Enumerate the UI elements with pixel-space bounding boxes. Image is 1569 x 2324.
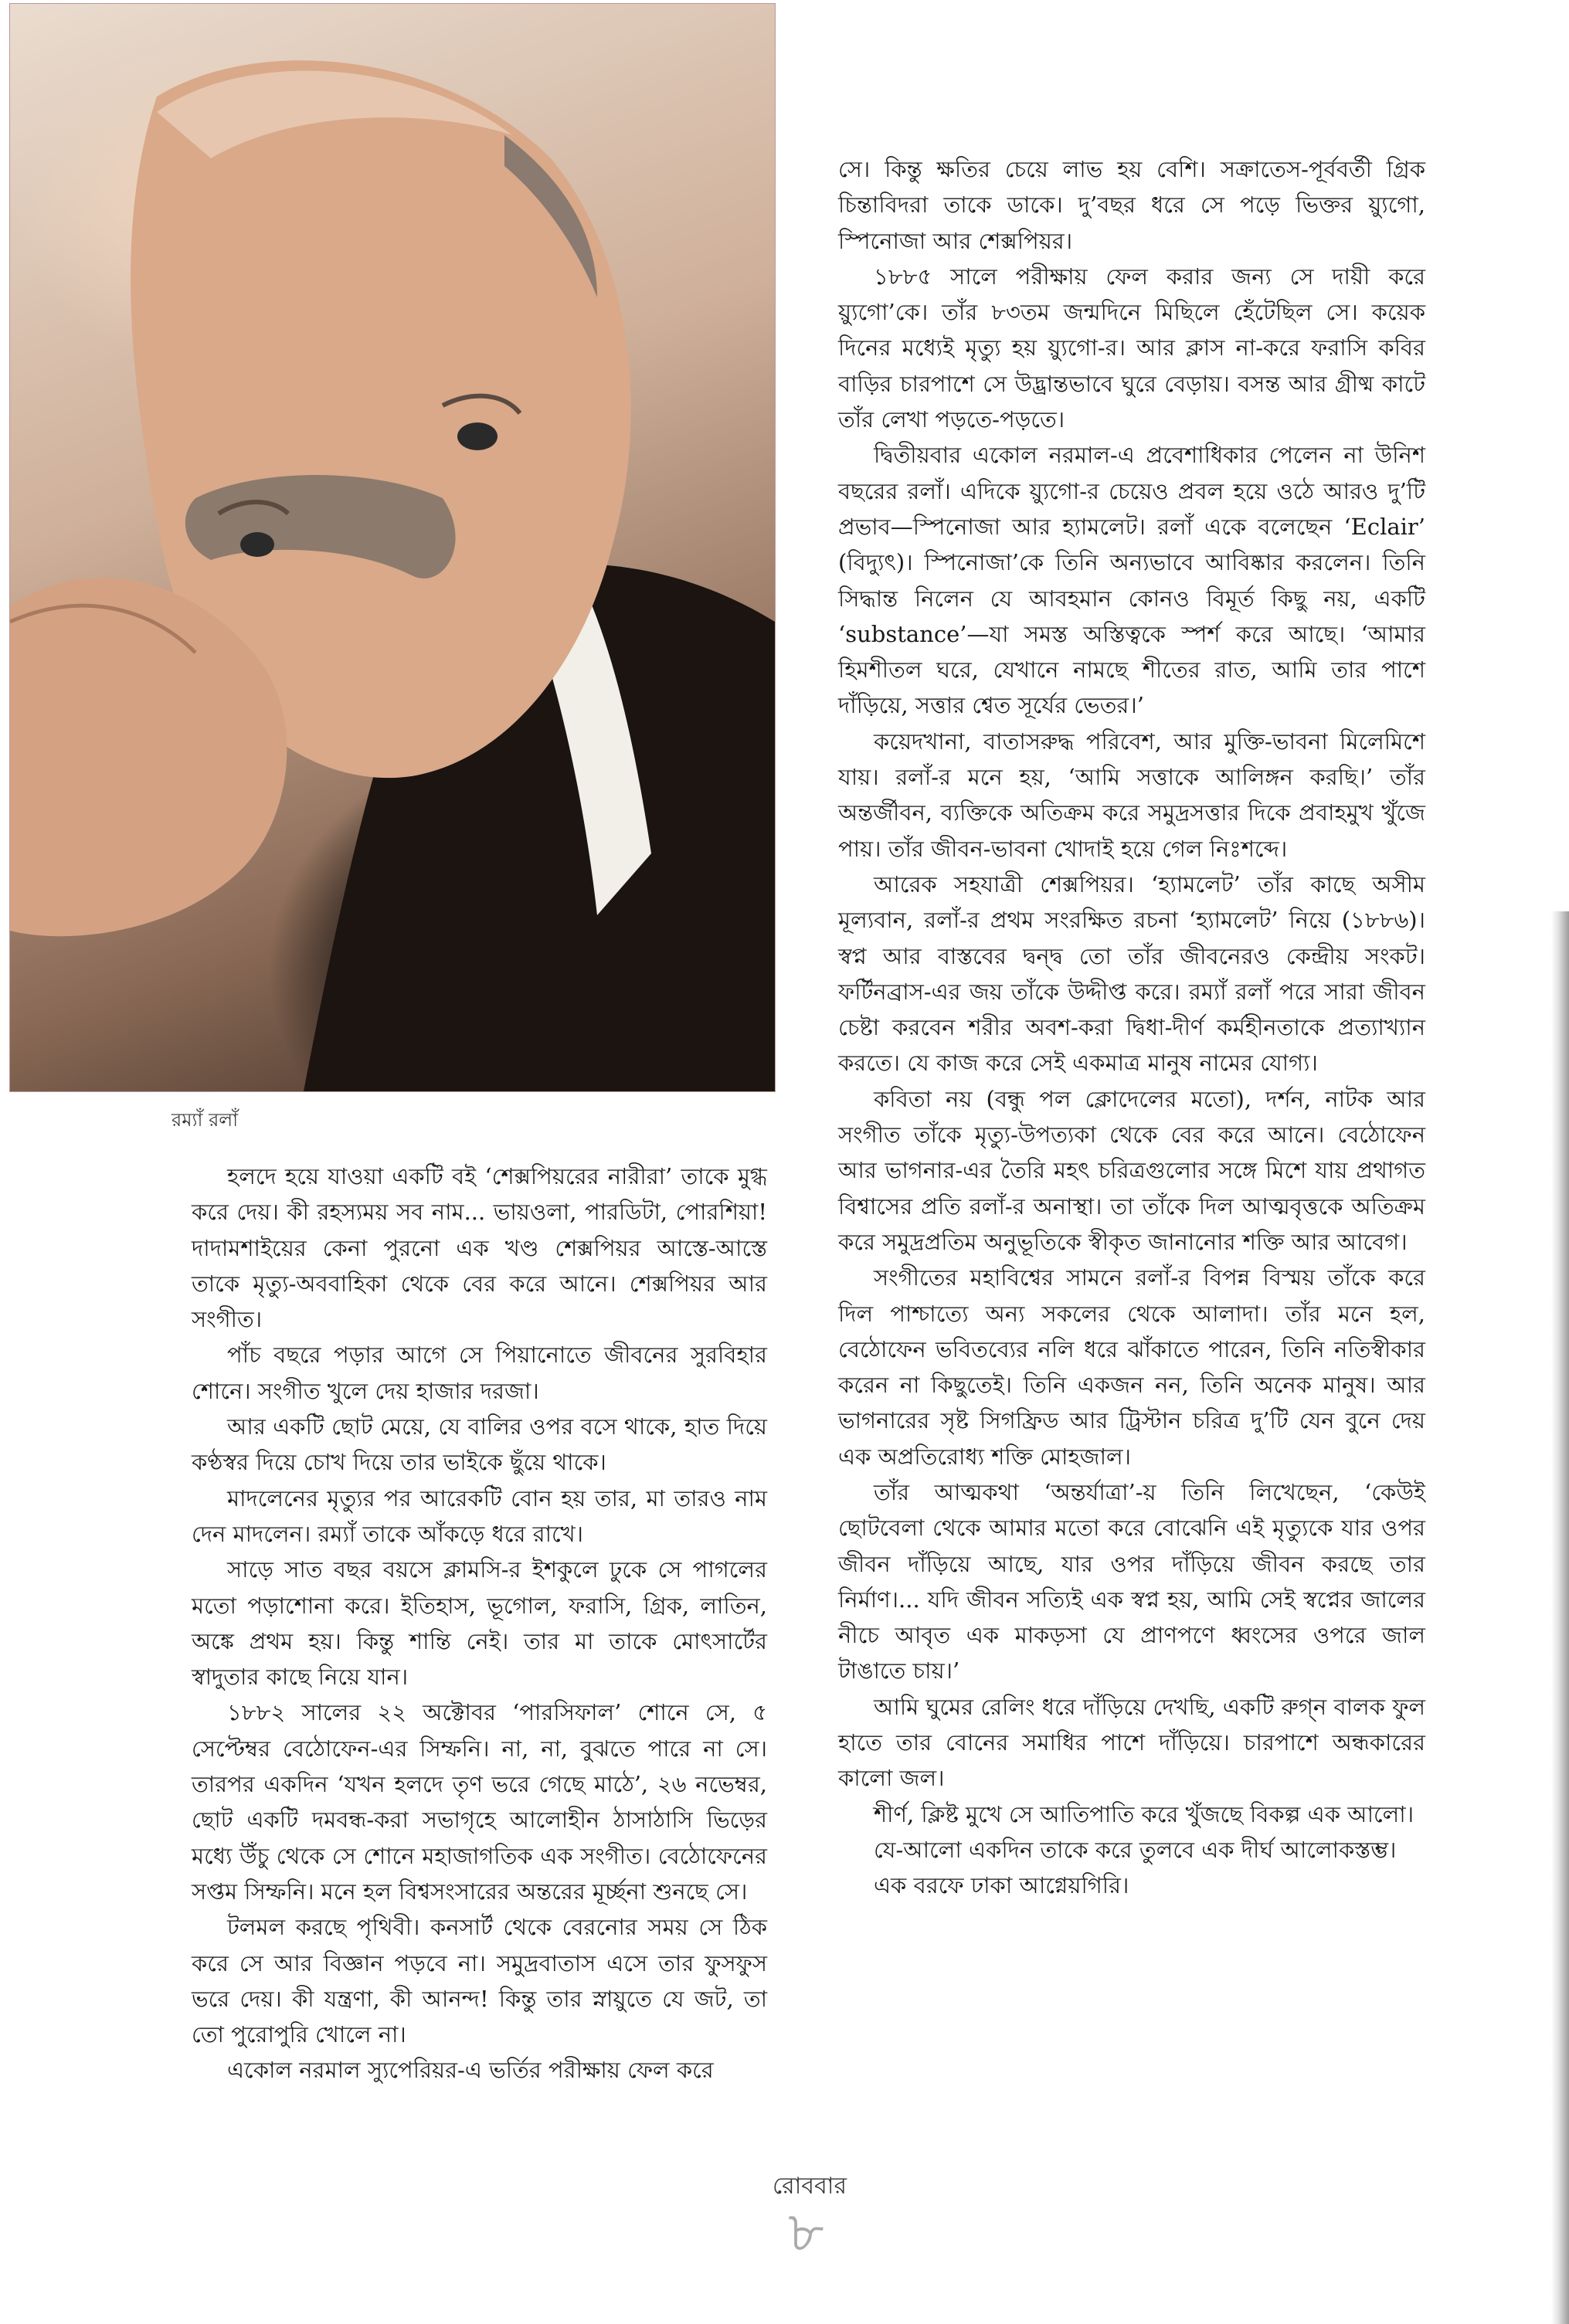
paragraph: যে-আলো একদিন তাকে করে তুলবে এক দীর্ঘ আলোকস্তম্ভ। — [874, 1836, 1397, 1863]
paragraph: সে। কিন্তু ক্ষতির চেয়ে লাভ হয় বেশি। সক্রাতেস-পূর্ববর্তী গ্রিক চিন্তাবিদরা তাকে ডাকে। দু’বছর ধরে সে পড়ে ভিক্তর য়্যুগো, স্পিনোজা আর শেক্সপিয়র। — [838, 156, 1425, 254]
page-edge-shadow — [1551, 911, 1569, 2324]
paragraph: কয়েদখানা, বাতাসরুদ্ধ পরিবেশ, আর মুক্তি-ভাবনা মিলেমিশে যায়। রলাঁ-র মনে হয়, ‘আমি সত্তাকে আলিঙ্গন করছি।’ তাঁর অন্তর্জীবন, ব্যক্তিকে অতিক্রম করে সমুদ্রসত্তার দিকে প্রবাহমুখ খুঁজে পায়। তাঁর জীবন-ভাবনা খোদাই হয়ে গেল নিঃশব্দে। — [838, 728, 1425, 862]
paragraph: সংগীতের মহাবিশ্বের সামনে রলাঁ-র বিপন্ন বিস্ময় তাঁকে করে দিল পাশ্চাত্যে অন্য সকলের থেকে আলাদা। তাঁর মনে হল, বেঠোফেন ভবিতব্যের নলি ধরে ঝাঁকাতে পারেন, তিনি নতিস্বীকার করেন না কিছুতেই। তিনি একজন নন, তিনি অনেক মানুষ। আর ভাগনারের সৃষ্ট সিগফ্রিড আর ট্রিস্টান চরিত্র দু’টি যেন বুনে দেয় এক অপ্রতিরোধ্য শক্তি মোহজাল। — [838, 1264, 1425, 1470]
paragraph: সাড়ে সাত বছর বয়সে ক্লামসি-র ইশকুলে ঢুকে সে পাগলের মতো পড়াশোনা করে। ইতিহাস, ভূগোল, ফরাসি, গ্রিক, লাতিন, অঙ্কে প্রথম হয়। কিন্তু শান্তি নেই। তার মা তাকে মোৎসার্টের স্বাদুতার কাছে নিয়ে যান। — [192, 1556, 767, 1691]
page-number: ৮ — [788, 2200, 824, 2265]
paragraph: আমি ঘুমের রেলিং ধরে দাঁড়িয়ে দেখছি, একটি রুগ্‌ন বালক ফুল হাতে তার বোনের সমাধির পাশে দাঁড়িয়ে। চারপাশে অন্ধকারের কালো জল। — [838, 1693, 1425, 1792]
paragraph: মাদলেনের মৃত্যুর পর আরেকটি বোন হয় তার, মা তারও নাম দেন মাদলেন। রম্যাঁ তাকে আঁকড়ে ধরে রাখে। — [192, 1484, 767, 1547]
paragraph: তাঁর আত্মকথা ‘অন্তর্যাত্রা’-য় তিনি লিখেছেন, ‘কেউই ছোটবেলা থেকে আমার মতো করে বোঝেনি এই মৃত্যুকে যার ওপর জীবন দাঁড়িয়ে আছে, যার ওপর দাঁড়িয়ে জীবন করছে তার নির্মাণ।... যদি জীবন সত্যিই এক স্বপ্ন হয়, আমি সেই স্বপ্নের জালের নীচে আবৃত এক মাকড়সা যে প্রাণপণে ধ্বংসের ওপরে জাল টাঙাতে চায়।’ — [838, 1478, 1425, 1684]
portrait-illustration — [10, 4, 775, 1091]
paragraph: টলমল করছে পৃথিবী। কনসার্ট থেকে বেরনোর সময় সে ঠিক করে সে আর বিজ্ঞান পড়বে না। সমুদ্রবাতাস এসে তার ফুসফুস ভরে দেয়। কী যন্ত্রণা, কী আনন্দ! কিন্তু তার স্নায়ুতে যে জট, তা তো পুরোপুরি খোলে না। — [192, 1914, 767, 2048]
paragraph: পাঁচ বছরে পড়ার আগে সে পিয়ানোতে জীবনের সুরবিহার শোনে। সংগীত খুলে দেয় হাজার দরজা। — [192, 1342, 767, 1404]
paragraph: ১৮৮৫ সালে পরীক্ষায় ফেল করার জন্য সে দায়ী করে য়্যুগো’কে। তাঁর ৮৩তম জন্মদিনে মিছিলে হেঁটেছিল সে। কয়েক দিনের মধ্যেই মৃত্যু হয় য়্যুগো-র। আর ক্লাস না-করে ফরাসি কবির বাড়ির চারপাশে সে উদ্ভ্রান্তভাবে ঘুরে বেড়ায়। বসন্ত আর গ্রীষ্ম কাটে তাঁর লেখা পড়তে-পড়তে। — [838, 263, 1425, 433]
photo-caption: রম্যাঁ রলাঁ — [172, 1109, 239, 1131]
article-column-left — [192, 1159, 767, 2088]
paragraph: হলদে হয়ে যাওয়া একটি বই ‘শেক্সপিয়রের নারীরা’ তাকে মুগ্ধ করে দেয়। কী রহস্যময় সব নাম... ভায়ওলা, পারডিটা, পোরশিয়া! দাদামশাইয়ের কেনা পুরনো এক খণ্ড শেক্সপিয়র আস্তে-আস্তে তাকে মৃত্যু-অববাহিকা থেকে বের করে আনে। শেক্সপিয়র আর সংগীত। — [192, 1163, 767, 1333]
paragraph: শীর্ণ, ক্লিষ্ট মুখে সে আতিপাতি করে খুঁজছে বিকল্প এক আলো। — [874, 1800, 1414, 1827]
magazine-name: রোববার — [773, 2173, 847, 2200]
paragraph: আর একটি ছোট মেয়ে, যে বালির ওপর বসে থাকে, হাত দিয়ে কণ্ঠস্বর দিয়ে চোখ দিয়ে তার ভাইকে ছুঁয়ে থাকে। — [192, 1413, 767, 1476]
article-column-right — [838, 151, 1425, 1904]
paragraph: কবিতা নয় (বন্ধু পল ক্লোদেলের মতো), দর্শন, নাটক আর সংগীত তাঁকে মৃত্যু-উপত্যকা থেকে বের করে আনে। বেঠোফেন আর ভাগনার-এর তৈরি মহৎ চরিত্রগুলোর সঙ্গে মিশে যায় প্রথাগত বিশ্বাসের প্রতি রলাঁ-র অনাস্থা। তা তাঁকে দিল আত্মবৃত্তকে অতিক্রম করে সমুদ্রপ্রতিম অনুভূতিকে স্বীকৃত জানানোর শক্তি আর আবেগ। — [838, 1085, 1425, 1255]
portrait-photo — [9, 3, 776, 1092]
paragraph: একোল নরমাল স্যুপেরিয়র-এ ভর্তির পরীক্ষায় ফেল করে — [227, 2057, 714, 2084]
paragraph: আরেক সহযাত্রী শেক্সপিয়র। ‘হ্যামলেট’ তাঁর কাছে অসীম মূল্যবান, রলাঁ-র প্রথম সংরক্ষিত রচনা ‘হ্যামলেট’ নিয়ে (১৮৮৬)। স্বপ্ন আর বাস্তবের দ্বন্দ্ব তো তাঁর জীবনেরও কেন্দ্রীয় সংকট। ফর্টিনব্রাস-এর জয় তাঁকে উদ্দীপ্ত করে। রম্যাঁ রলাঁ পরে সারা জীবন চেষ্টা করবেন শরীর অবশ-করা দ্বিধা-দীর্ণ কর্মহীনতাকে প্রত্যাখ্যান করতে। যে কাজ করে সেই একমাত্র মানুষ নামের যোগ্য। — [838, 870, 1425, 1077]
paragraph: দ্বিতীয়বার একোল নরমাল-এ প্রবেশাধিকার পেলেন না উনিশ বছরের রলাঁ। এদিকে য়্যুগো-র চেয়েও প্রবল হয়ে ওঠে আরও দু’টি প্রভাব—স্পিনোজা আর হ্যামলেট। রলাঁ একে বলেছেন ‘Eclair’ (বিদ্যুৎ)। স্পিনোজা’কে তিনি অন্যভাবে আবিষ্কার করলেন। তিনি সিদ্ধান্ত নিলেন যে আবহমান কোনও বিমূর্ত কিছু নয়, একটি ‘substance’—যা সমস্ত অস্তিত্বকে স্পর্শ করে আছে। ‘আমার হিমশীতল ঘরে, যেখানে নামছে শীতের রাত, আমি তার পাশে দাঁড়িয়ে, সত্তার শ্বেত সূর্যের ভেতর।’ — [838, 442, 1425, 719]
paragraph: ১৮৮২ সালের ২২ অক্টোবর ‘পারসিফাল’ শোনে সে, ৫ সেপ্টেম্বর বেঠোফেন-এর সিম্ফনি। না, না, বুঝতে পারে না সে। তারপর একদিন ‘যখন হলদে তৃণ ভরে গেছে মাঠে’, ২৬ নভেম্বর, ছোট একটি দমবন্ধ-করা সভাগৃহে আলোহীন ঠাসাঠাসি ভিড়ের মধ্যে উঁচু থেকে সে শোনে মহাজাগতিক এক সংগীত। বেঠোফেনের সপ্তম সিম্ফনি। মনে হল বিশ্বসংসারের অন্তরের মূর্চ্ছনা শুনছে সে। — [192, 1699, 767, 1905]
paragraph: এক বরফে ঢাকা আগ্নেয়গিরি। — [874, 1872, 1129, 1899]
